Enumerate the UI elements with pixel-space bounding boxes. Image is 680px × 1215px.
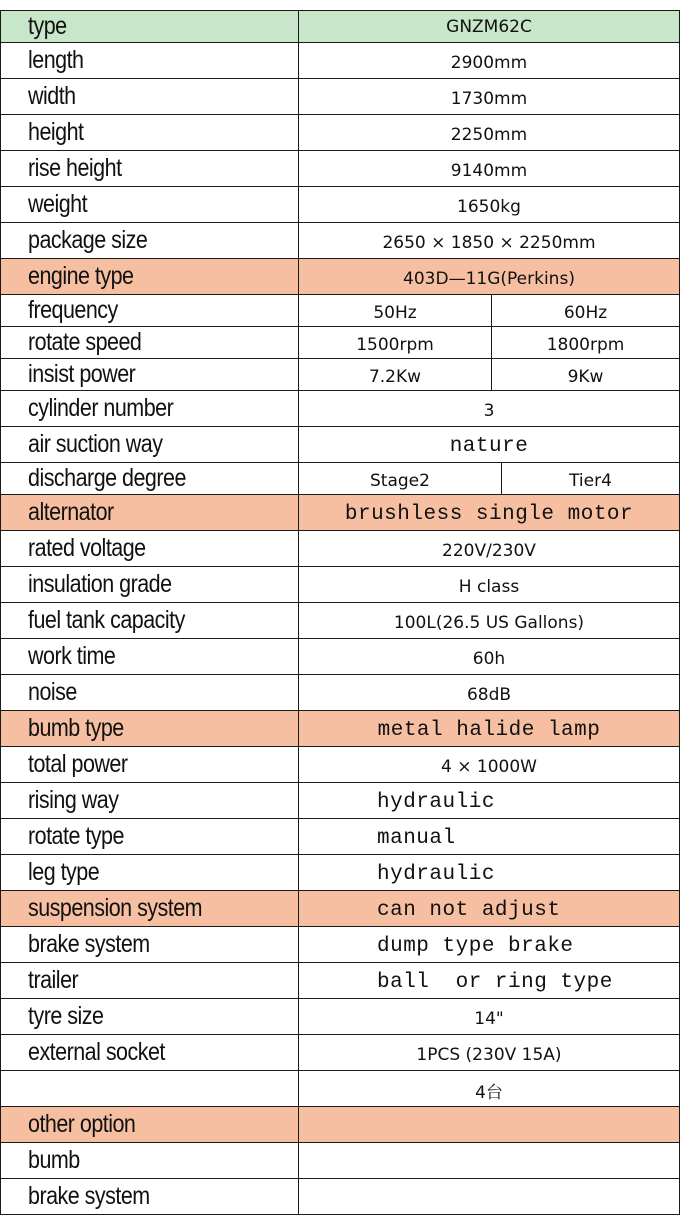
row-label: brake system [1,927,299,963]
table-row [1,1179,680,1215]
table-row [1,43,680,79]
row-label: noise [1,675,299,711]
row-value-split [299,327,680,359]
row-value: 220V/230V [299,531,680,567]
section-row [1,259,680,295]
row-label: type [1,11,299,43]
row-value: 2250mm [299,115,680,151]
table-row [1,747,680,783]
row-label: package size [1,223,299,259]
section-row [1,711,680,747]
table-row [1,151,680,187]
table-row [1,675,680,711]
row-label: rated voltage [1,531,299,567]
row-value: nature [299,427,680,463]
row-label: height [1,115,299,151]
row-label: total power [1,747,299,783]
section-row [1,1107,680,1143]
section-row [1,495,680,531]
table-row [1,187,680,223]
table-row [1,223,680,259]
row-value: 68dB [299,675,680,711]
row-value: manual [299,819,680,855]
table-row [1,1035,680,1071]
row-label: engine type [1,259,299,295]
row-label: rising way [1,783,299,819]
row-value: metal halide lamp [299,711,680,747]
table-row [1,359,680,391]
spec-table [0,10,680,1215]
row-value: can not adjust [299,891,680,927]
row-label: length [1,43,299,79]
table-row [1,603,680,639]
row-value: 3 [299,391,680,427]
row-label: bumb [1,1143,299,1179]
row-value: ball or ring type [299,963,680,999]
section-row [1,891,680,927]
table-row [1,963,680,999]
row-value: 1730mm [299,79,680,115]
value-tier: Tier4 [569,470,612,491]
row-value: 4台 [299,1071,680,1107]
row-label: air suction way [1,427,299,463]
row-label: insist power [1,359,299,391]
value-60hz: 1800rpm [546,334,625,355]
table-row [1,79,680,115]
table-row [1,639,680,675]
row-label: tyre size [1,999,299,1035]
row-value: brushless single motor [299,495,680,531]
row-value: 60h [299,639,680,675]
row-value-split [299,295,680,327]
value-60hz: 60Hz [563,302,608,323]
row-value-split [299,463,680,495]
table-row [1,327,680,359]
table-row [1,427,680,463]
table-row [1,999,680,1035]
row-value: 2900mm [299,43,680,79]
row-label: rise height [1,151,299,187]
row-value: 4 × 1000W [299,747,680,783]
row-value: 1PCS (230V 15A) [299,1035,680,1071]
row-value: 100L(26.5 US Gallons) [299,603,680,639]
row-value [299,1179,680,1215]
value-stage: Stage2 [299,463,502,494]
row-value: H class [299,567,680,603]
table-row [1,1143,680,1179]
value-50hz: 1500rpm [299,327,492,358]
row-label: rotate type [1,819,299,855]
table-row [1,855,680,891]
table-row [1,463,680,495]
row-label: alternator [1,495,299,531]
row-value: hydraulic [299,783,680,819]
row-value: dump type brake [299,927,680,963]
row-label: brake system [1,1179,299,1215]
row-label: width [1,79,299,115]
row-value: GNZM62C [299,11,680,43]
row-label: insulation grade [1,567,299,603]
row-value: 2650 × 1850 × 2250mm [299,223,680,259]
row-value-split [299,359,680,391]
table-header-row [1,11,680,43]
table-row [1,115,680,151]
row-label: other option [1,1107,299,1143]
row-label: rotate speed [1,327,299,359]
row-label: leg type [1,855,299,891]
row-label: cylinder number [1,391,299,427]
value-50hz: 50Hz [299,295,492,326]
row-value: 1650kg [299,187,680,223]
table-row [1,391,680,427]
table-row [1,783,680,819]
table-row [1,567,680,603]
table-row [1,531,680,567]
row-value: 14" [299,999,680,1035]
row-label: fuel tank capacity [1,603,299,639]
row-label: work time [1,639,299,675]
row-label: suspension system [1,891,299,927]
row-label: trailer [1,963,299,999]
table-row [1,1071,680,1107]
table-row [1,819,680,855]
row-label: frequency [1,295,299,327]
row-value: 403D—11G(Perkins) [299,259,680,295]
table-row [1,295,680,327]
row-label [1,1071,299,1107]
value-50hz: 7.2Kw [299,359,492,390]
row-value [299,1107,680,1143]
row-value [299,1143,680,1179]
row-label: weight [1,187,299,223]
value-60hz: 9Kw [567,366,604,387]
row-label: discharge degree [1,463,299,495]
row-value: hydraulic [299,855,680,891]
table-row [1,927,680,963]
row-label: external socket [1,1035,299,1071]
row-label: bumb type [1,711,299,747]
row-value: 9140mm [299,151,680,187]
